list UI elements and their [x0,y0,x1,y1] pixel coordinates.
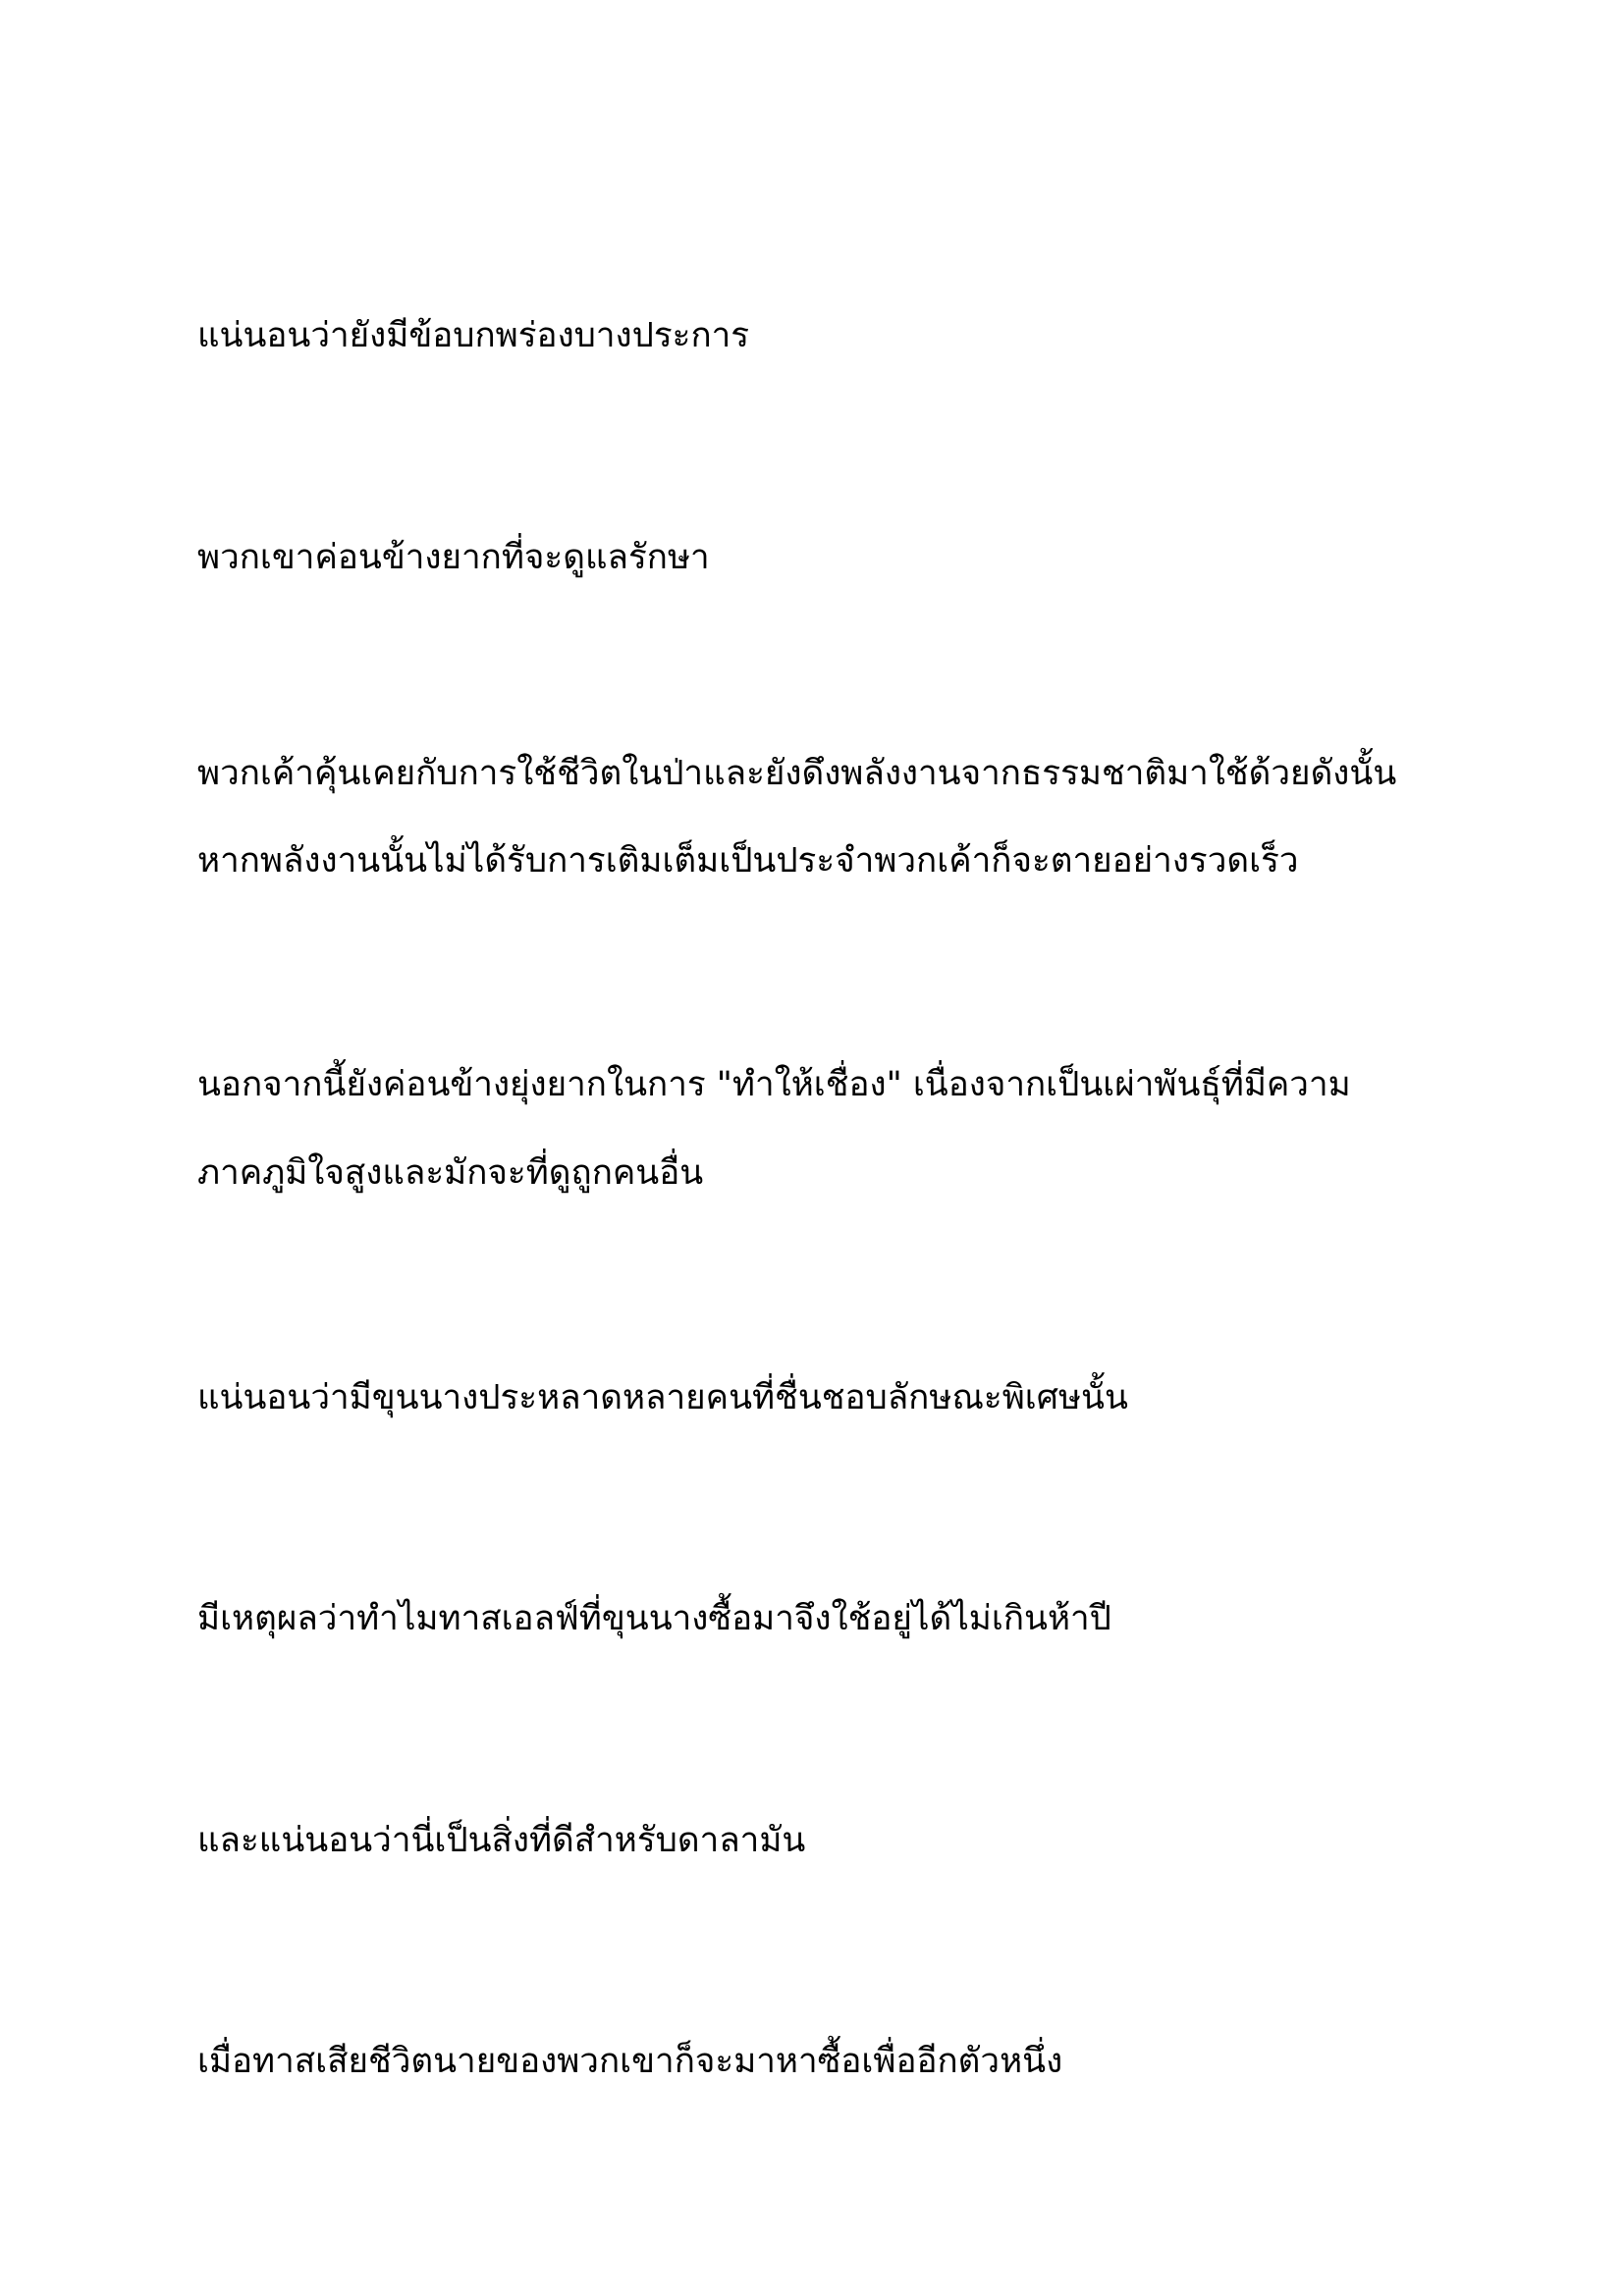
text-line: ภาคภูมิใจสูงและมักจะที่ดูถูกคนอื่น [197,1153,704,1193]
text-line: และแน่นอนว่านี่เป็นสิ่งที่ดีสำหรับดาลามัน [197,1821,806,1860]
text-line: หากพลังงานนั้นไม่ได้รับการเติมเต็มเป็นประจำพวกเค้าก็จะตายอย่างรวดเร็ว [197,841,1299,881]
text-line: เมื่อทาสเสียชีวิตนายของพวกเขาก็จะมาหาซื้อเพื่ออีกตัวหนึ่ง [197,2042,1063,2081]
text-line: แน่นอนว่ายังมีข้อบกพร่องบางประการ [197,316,750,355]
text-line: แน่นอนว่ามีขุนนางประหลาดหลายคนที่ชื่นชอบลักษณะพิเศษนั้น [197,1378,1128,1417]
text-line: พวกเขาค่อนข้างยากที่จะดูแลรักษา [197,538,710,577]
text-line: นอกจากนี้ยังค่อนข้างยุ่งยากในการ "ทำให้เชื่อง" เนื่องจากเป็นเผ่าพันธุ์ที่มีความ [197,1065,1351,1104]
text-line: พวกเค้าคุ้นเคยกับการใช้ชีวิตในป่าและยังดึงพลังงานจากธรรมชาติมาใช้ด้วยดังนั้น [197,754,1397,793]
text-line: มีเหตุผลว่าทำไมทาสเอลฟ์ที่ขุนนางซื้อมาจึงใช้อยู่ได้ไม่เกินห้าปี [197,1599,1111,1638]
